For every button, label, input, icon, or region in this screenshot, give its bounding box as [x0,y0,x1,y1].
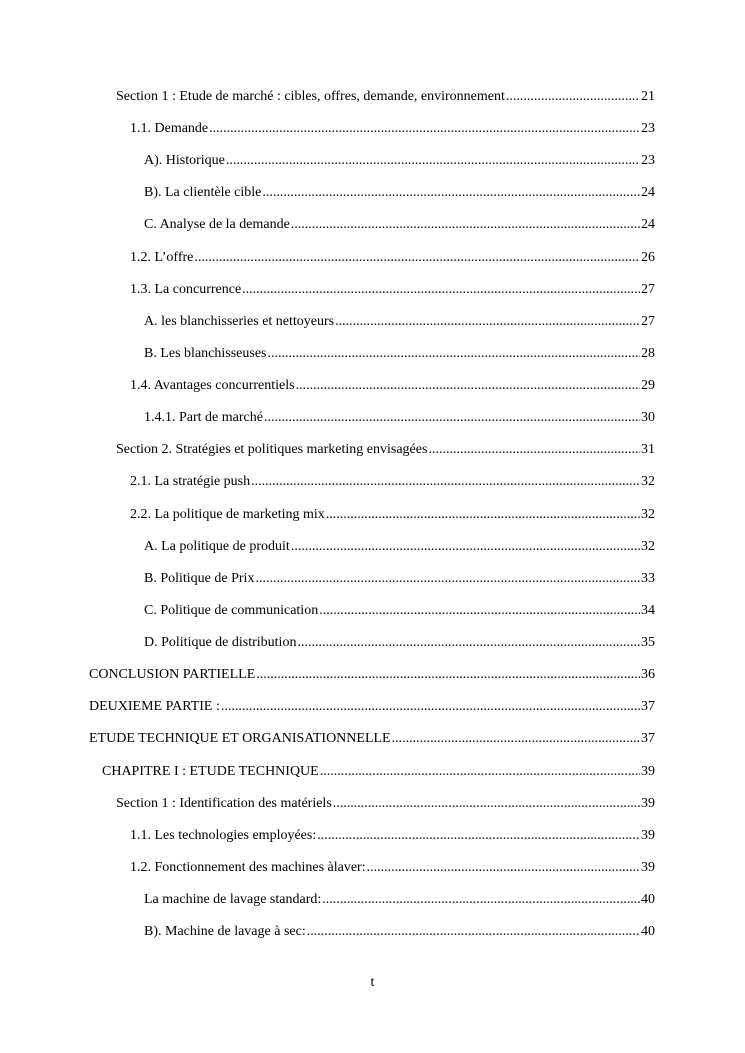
toc-entry-title: A). Historique [144,153,225,168]
toc-dot-leader [194,248,640,268]
toc-entry-page: 31 [641,442,655,457]
toc-entry-page: 32 [641,474,655,489]
toc-dot-leader [322,890,640,910]
toc-entry-concurrence[interactable] [130,280,655,300]
toc-entry-section-2-strategies[interactable] [116,440,655,460]
toc-entry-title: B). Machine de lavage à sec: [144,924,306,939]
toc-entry-page: 39 [641,860,655,875]
toc-entry-title: 1.4. Avantages concurrentiels [130,378,295,393]
toc-entry-title: Section 2. Stratégies et politiques marketing envisagées [116,442,428,457]
toc-entry-page: 27 [641,282,655,297]
toc-entry-offre[interactable] [130,248,655,268]
toc-entry-page: 23 [641,153,655,168]
toc-dot-leader [506,87,640,107]
toc-entry-title: B. Les blanchisseuses [144,346,267,361]
toc-dot-leader [296,376,640,396]
toc-entry-title: 1.2. L’offre [130,250,194,265]
toc-entry-page: 21 [641,89,655,104]
toc-entry-politique-communication[interactable] [144,601,655,621]
toc-dot-leader [428,440,640,460]
toc-entry-title: Section 1 : Identification des matériels [116,796,332,811]
toc-entry-chapitre-1[interactable] [102,762,655,782]
toc-dot-leader [256,665,640,685]
toc-dot-leader [226,151,640,171]
toc-entry-title: 1.4.1. Part de marché [144,410,263,425]
toc-dot-leader [317,826,640,846]
toc-dot-leader [392,729,640,749]
toc-entry-title: C. Analyse de la demande [144,217,290,232]
toc-entry-strategie-push[interactable] [130,472,655,492]
toc-dot-leader [267,344,640,364]
toc-entry-page: 26 [641,250,655,265]
toc-entry-avantages[interactable] [130,376,655,396]
toc-entry-blanchisseuses[interactable] [144,344,655,364]
toc-entry-page: 35 [641,635,655,650]
toc-entry-title: 1.3. La concurrence [130,282,242,297]
toc-entry-page: 28 [641,346,655,361]
toc-entry-title: 1.2. Fonctionnement des machines àlaver: [130,860,366,875]
toc-entry-title: D. Politique de distribution [144,635,297,650]
toc-entry-deuxieme-partie[interactable] [89,697,655,717]
toc-entry-page: 40 [641,924,655,939]
toc-dot-leader [262,183,640,203]
toc-entry-politique-distribution[interactable] [144,633,655,653]
toc-entry-politique-produit[interactable] [144,537,655,557]
toc-entry-page: 27 [641,314,655,329]
toc-entry-title: 2.2. La politique de marketing mix [130,507,325,522]
toc-dot-leader [320,762,640,782]
toc-dot-leader [291,537,640,557]
toc-entry-title: ETUDE TECHNIQUE ET ORGANISATIONNELLE [89,731,391,746]
toc-entry-page: 34 [641,603,655,618]
toc-dot-leader [335,312,640,332]
toc-entry-title: 1.1. Les technologies employées: [130,828,317,843]
toc-entry-demande[interactable] [130,119,655,139]
toc-dot-leader [209,119,640,139]
page-footer-marker: t [370,975,375,990]
toc-dot-leader [333,794,640,814]
toc-entry-page: 40 [641,892,655,907]
toc-entry-machine-sec[interactable] [144,922,655,942]
toc-entry-etude-technique-organisationnelle[interactable] [89,729,655,749]
toc-entry-fonctionnement-machines[interactable] [130,858,655,878]
toc-entry-technologies[interactable] [130,826,655,846]
toc-entry-page: 30 [641,410,655,425]
toc-entry-title: 1.1. Demande [130,121,209,136]
toc-entry-page: 24 [641,185,655,200]
toc-entry-page: 32 [641,539,655,554]
toc-entry-machine-standard[interactable] [144,890,655,910]
toc-entry-title: B). La clientèle cible [144,185,262,200]
toc-dot-leader [291,215,640,235]
toc-entry-historique[interactable] [144,151,655,171]
toc-entry-politique-prix[interactable] [144,569,655,589]
toc-entry-identification-materiels[interactable] [116,794,655,814]
toc-entry-conclusion-partielle[interactable] [89,665,655,685]
toc-dot-leader [221,697,640,717]
toc-entry-page: 32 [641,507,655,522]
toc-entry-clientele-cible[interactable] [144,183,655,203]
toc-entry-title: CONCLUSION PARTIELLE [89,667,256,682]
toc-dot-leader [255,569,640,589]
toc-dot-leader [307,922,640,942]
toc-entry-part-marche[interactable] [144,408,655,428]
toc-entry-title: Section 1 : Etude de marché : cibles, offres, demande, environnement [116,89,505,104]
toc-entry-page: 37 [641,699,655,714]
toc-dot-leader [367,858,640,878]
toc-dot-leader [251,472,640,492]
toc-entry-title: A. les blanchisseries et nettoyeurs [144,314,335,329]
toc-entry-title: La machine de lavage standard: [144,892,322,907]
toc-entry-title: C. Politique de communication [144,603,319,618]
toc-dot-leader [326,505,640,525]
toc-entry-page: 39 [641,796,655,811]
toc-entry-marketing-mix[interactable] [130,505,655,525]
toc-entry-section-1-etude-marche[interactable] [116,87,655,107]
toc-entry-title: A. La politique de produit [144,539,290,554]
toc-entry-analyse-demande[interactable] [144,215,655,235]
toc-entry-blanchisseries[interactable] [144,312,655,332]
toc-dot-leader [264,408,640,428]
toc-dot-leader [242,280,640,300]
toc-entry-page: 39 [641,828,655,843]
toc-entry-title: CHAPITRE I : ETUDE TECHNIQUE [102,764,319,779]
toc-entry-page: 33 [641,571,655,586]
toc-entry-page: 39 [641,764,655,779]
toc-dot-leader [319,601,640,621]
toc-entry-page: 36 [641,667,655,682]
toc-entry-page: 29 [641,378,655,393]
toc-entry-title: DEUXIEME PARTIE : [89,699,220,714]
toc-entry-page: 23 [641,121,655,136]
toc-entry-page: 24 [641,217,655,232]
toc-dot-leader [297,633,640,653]
toc-entry-title: 2.1. La stratégie push [130,474,251,489]
toc-entry-page: 37 [641,731,655,746]
toc-entry-title: B. Politique de Prix [144,571,255,586]
